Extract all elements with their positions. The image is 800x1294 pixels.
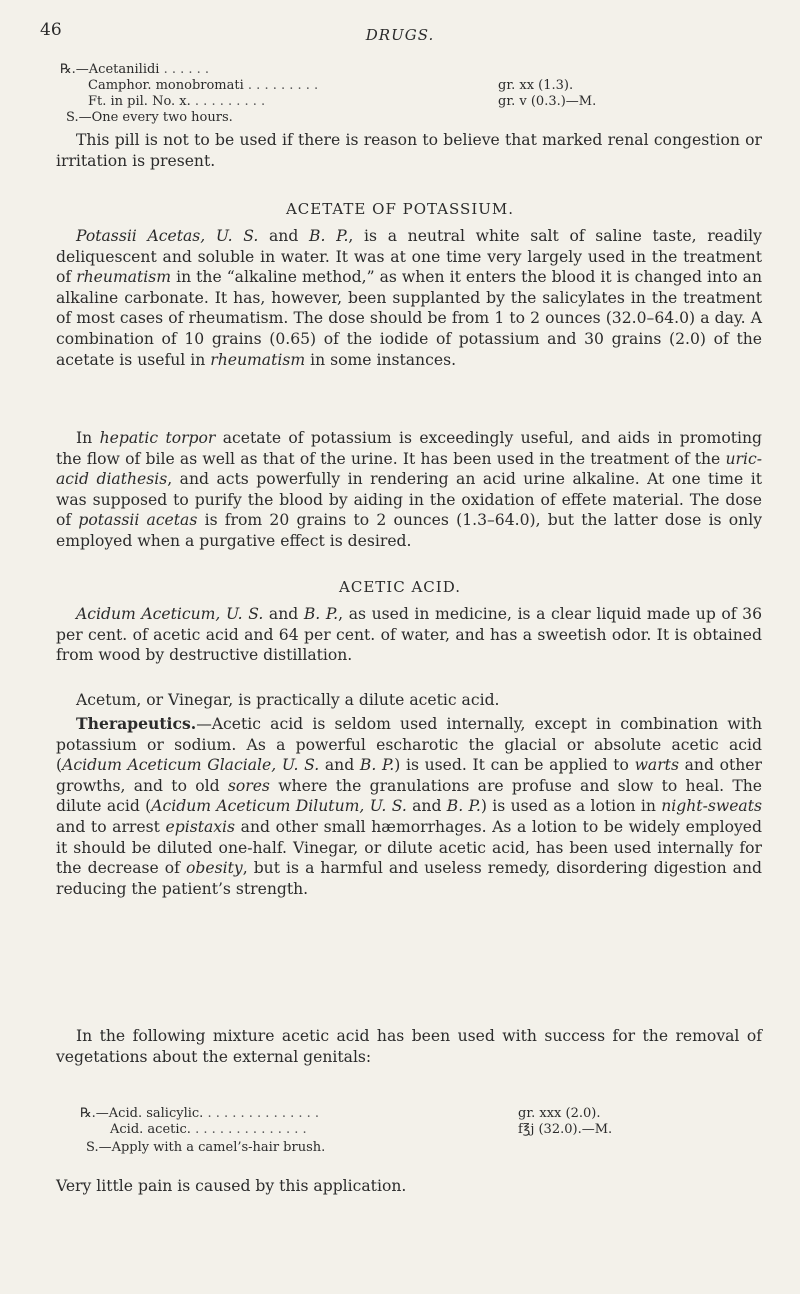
paragraph: Very little pain is caused by this application.: [56, 1177, 407, 1195]
rx-ingredient: Ft. in pil. No. x.: [88, 94, 191, 109]
rx-dose: f℥j (32.0).—M.: [518, 1122, 613, 1137]
rx-signa: S.—Apply with a camel’s-hair brush.: [86, 1140, 326, 1155]
section-heading: ACETIC ACID.: [339, 578, 461, 596]
rx-signa: S.—One every two hours.: [66, 110, 233, 125]
rx-dose: gr. xxx (2.0).: [518, 1106, 601, 1121]
rx-dose: gr. xx (1.3).: [498, 78, 574, 93]
running-head: DRUGS.: [365, 26, 435, 44]
rx-ingredient: Camphor. monobromati: [88, 78, 244, 93]
section-heading: ACETATE OF POTASSIUM.: [285, 200, 515, 218]
rx-leader-dots: . . . . . . . . .: [247, 78, 319, 93]
rx-symbol: ℞.—: [80, 1106, 109, 1121]
paragraph: Acetum, or Vinegar, is practically a dilute acetic acid.: [76, 691, 500, 709]
paragraph: In the following mixture acetic acid has been used with success for the removal of vegetations about the external genitals:: [56, 1027, 762, 1066]
page-number: 46: [40, 20, 62, 40]
paragraph: This pill is not to be used if there is reason to believe that marked renal congestion or irritation is present.: [56, 131, 762, 170]
rx-leader-dots: . . . . . . . . . . . . . .: [195, 1122, 307, 1137]
paragraph: In hepatic torpor acetate of potassium is exceedingly useful, and aids in promoting the flow of bile as well as that of the urine. It has been used in the treatment of the uric-acid diathesis, and acts powerfully in rendering an acid urine alkaline. At one time it was supposed to purify the blood by aiding in the oxidation of effete material. The dose of potassii acetas is from 20 grains to 2 ounces (1.3–64.0), but the latter dose is only employed when a purgative effect is desired.: [56, 429, 763, 550]
paragraph: Potassii Acetas, U. S. and B. P., is a neutral white salt of saline taste, readily deliquescent and soluble in water. It was at one time very largely used in the treatment of rheumatism in the “alkaline method,” as when it enters the blood it is changed into an alkaline carbonate. It has, however, been supplanted by the salicylates in the treatment of most cases of rheumatism. The dose should be from 1 to 2 ounces (32.0–64.0) a day. A combination of 10 grains (0.65) of the iodide of potassium and 30 grains (2.0) of the acetate is useful in rheumatism in some instances.: [56, 227, 763, 369]
rx-symbol: ℞.—: [60, 62, 89, 77]
rx-leader-dots: . . . . . . . . . . . . . .: [207, 1106, 320, 1121]
rx-leader-dots: . . . . . . . . .: [194, 94, 266, 109]
rx-ingredient: Acid. salicylic.: [108, 1106, 204, 1121]
rx-dose: gr. v (0.3.)—M.: [498, 94, 597, 109]
rx-ingredient: Acetanilidi: [88, 62, 160, 77]
rx-leader-dots: . . . . . .: [163, 62, 210, 77]
paragraph: Therapeutics.—Acetic acid is seldom used internally, except in combination with potassium or sodium. As a powerful escharotic the glacial or absolute acetic acid (Acidum Aceticum Glaciale, U. S. and B. P.) is used. It can be applied to warts and other growths, and to old sores where the granulations are profuse and slow to heal. The dilute acid (Acidum Aceticum Dilutum, U. S. and B. P.) is used as a lotion in night-sweats and to arrest epistaxis and other small hæmorrhages. As a lotion to be widely employed it should be diluted one-half. Vinegar, or dilute acetic acid, has been used internally for the decrease of obesity, but is a harmful and useless remedy, disordering digestion and reducing the patient’s strength.: [56, 714, 762, 898]
paragraph: Acidum Aceticum, U. S. and B. P., as used in medicine, is a clear liquid made up of 36 per cent. of acetic acid and 64 per cent. of water, and has a sweetish odor. It is obtained from wood by destructive distillation.: [56, 605, 762, 665]
rx-ingredient: Acid. acetic.: [110, 1122, 191, 1137]
